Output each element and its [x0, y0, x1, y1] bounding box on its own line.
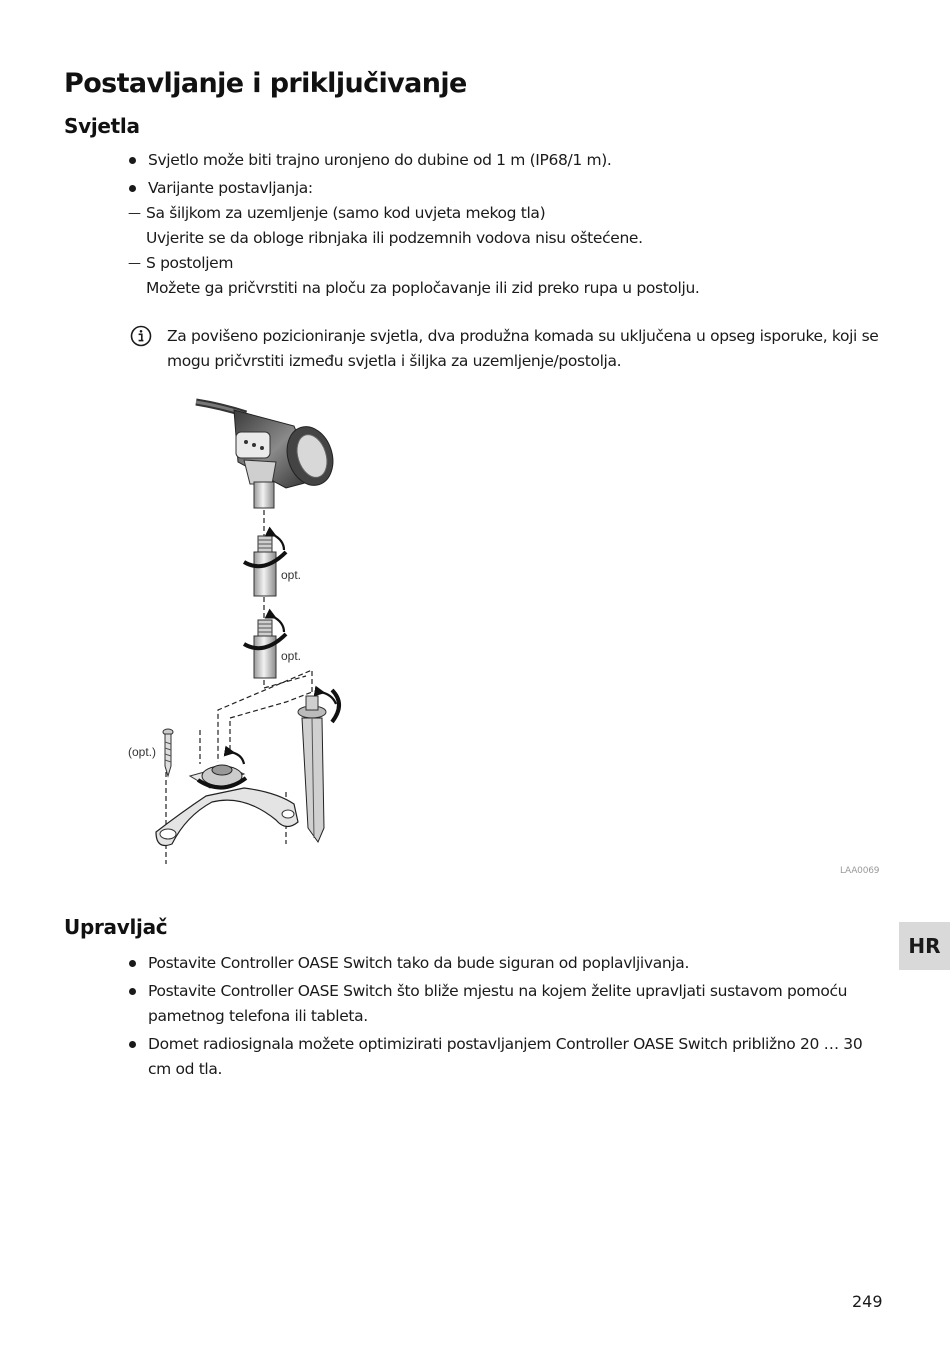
list-item [128, 1032, 880, 1082]
bullet-text: Svjetlo može biti trajno uronjeno do dubine od 1 m (IP68/1 m). [148, 151, 612, 169]
screw [163, 729, 173, 776]
list-item [128, 176, 888, 301]
bullet-text: Domet radiosignala možete optimizirati postavljanjem Controller OASE Switch približno 20 … 30 cm od tla. [148, 1035, 863, 1078]
installation-variants-list [148, 201, 888, 301]
dash-text: Možete ga pričvrstiti na ploču za popločavanje ili zid preko rupa u postolju. [146, 279, 700, 297]
section-heading-controller: Upravljač [64, 915, 168, 939]
lights-bullet-list [128, 148, 888, 304]
language-tab: HR [899, 922, 950, 970]
base-stand [156, 752, 298, 846]
dash-text: — S postoljem [146, 254, 234, 272]
bullet-text: Postavite Controller OASE Switch tako da bude siguran od poplavljivanja. [148, 954, 690, 972]
connection-lines [166, 670, 312, 864]
info-icon [130, 325, 152, 347]
extension-piece [244, 534, 286, 596]
lamp-head [234, 410, 340, 508]
bullet-text: Varijante postavljanja: [148, 179, 313, 197]
ground-spike [298, 690, 339, 842]
optional-label: opt. [281, 568, 302, 582]
list-item [128, 951, 880, 976]
optional-label: opt. [281, 649, 302, 663]
optional-label: (opt.) [128, 745, 157, 759]
list-item [128, 148, 888, 173]
dash-text: Uvjerite se da obloge ribnjaka ili podzemnih vodova nisu oštećene. [146, 229, 643, 247]
list-item [128, 251, 888, 301]
bullet-text: Postavite Controller OASE Switch što bliže mjestu na kojem želite upravljati sustavom pomoću pametnog telefona ili tableta. [148, 982, 848, 1025]
rotation-arrow-icon [272, 616, 284, 632]
figure-code: LAA0069 [840, 866, 880, 876]
page-title: Postavljanje i priključivanje [64, 68, 467, 99]
rotation-arrow-icon [272, 534, 284, 550]
page-number: 249 [852, 1292, 883, 1311]
installation-illustration [126, 392, 350, 866]
list-item [128, 979, 880, 1029]
rotation-arrow-icon [230, 752, 244, 764]
controller-bullet-list [128, 951, 880, 1085]
info-note-text: Za povišeno pozicioniranje svjetla, dva produžna komada su uključena u opseg isporuke, koji se mogu pričvrstiti između svjetla i šiljka za uzemljenje/postolja. [167, 327, 879, 370]
extension-piece [244, 616, 286, 678]
dash-text: — Sa šiljkom za uzemljenje (samo kod uvjeta mekog tla) [146, 204, 546, 222]
list-item [128, 201, 888, 251]
section-heading-lights: Svjetla [64, 114, 140, 138]
